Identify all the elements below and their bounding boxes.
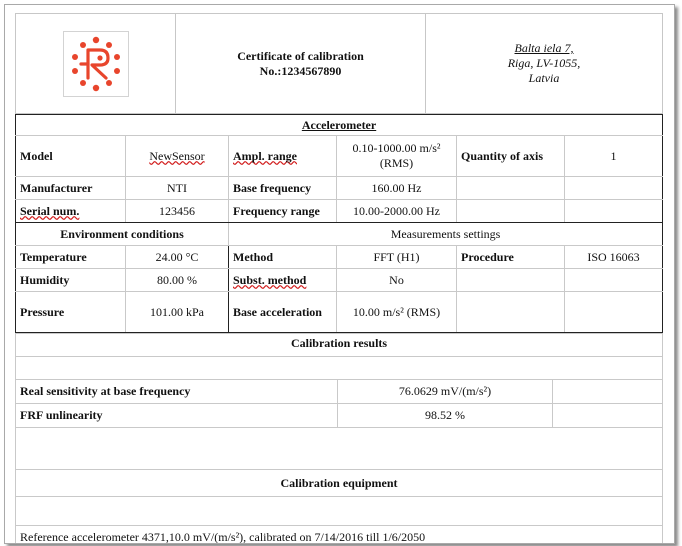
method-value: FFT (H1)	[337, 246, 457, 269]
device-title: Accelerometer	[301, 117, 377, 132]
empty-cell	[553, 404, 663, 428]
environment-title: Environment conditions	[16, 223, 229, 246]
certificate-title: Certificate of calibration	[237, 48, 364, 63]
procedure-label: Procedure	[457, 246, 565, 269]
empty-cell	[565, 200, 663, 223]
empty-cell	[565, 292, 663, 333]
pressure-value	[126, 292, 229, 333]
measurements-title: Measurements settings	[229, 223, 663, 246]
address-line-3: Latvia	[528, 71, 560, 85]
ampl-range-value: 0.10-1000.00 m/s² (RMS)	[337, 136, 457, 177]
procedure-value: ISO 16063	[565, 246, 663, 269]
empty-cell	[553, 380, 663, 404]
certificate-number: No.:1234567890	[259, 63, 342, 78]
subst-method-text: Subst. method	[233, 272, 307, 287]
certificate-document	[15, 13, 662, 543]
equipment-title: Calibration equipment	[16, 470, 663, 497]
empty-cell	[457, 200, 565, 223]
sensitivity-value: 76.0629 mV/(m/s²)	[338, 380, 553, 404]
subst-method-label	[229, 269, 337, 292]
address-cell	[426, 14, 663, 114]
serial-label	[16, 200, 126, 223]
empty-cell	[457, 269, 565, 292]
axis-quantity-value: 1	[565, 136, 663, 177]
results-table	[15, 333, 663, 544]
serial-value: 123456	[126, 200, 229, 223]
document-page	[4, 4, 675, 544]
frequency-range-value: 10.00-2000.00 Hz	[337, 200, 457, 223]
empty-cell	[457, 177, 565, 200]
base-acceleration-value: 10.00 m/s² (RMS)	[337, 292, 457, 333]
manufacturer-value: NTI	[126, 177, 229, 200]
address-line-1: Balta iela 7,	[514, 41, 574, 55]
method-label: Method	[229, 246, 337, 269]
subst-method-value: No	[337, 269, 457, 292]
humidity-label: Humidity	[16, 269, 126, 292]
device-table	[15, 114, 663, 333]
base-acceleration-label: Base acceleration	[229, 292, 337, 333]
blank-row	[16, 357, 663, 380]
model-value	[126, 136, 229, 177]
ampl-range-text: Ampl. range	[233, 148, 297, 163]
pressure-label: Pressure	[16, 292, 126, 333]
base-frequency-value: 160.00 Hz	[337, 177, 457, 200]
logo-cell	[16, 14, 176, 114]
blank-row	[16, 497, 663, 526]
sensitivity-label: Real sensitivity at base frequency	[16, 380, 338, 404]
company-logo-icon	[63, 31, 129, 97]
blank-row	[16, 428, 663, 470]
device-section-title	[16, 115, 663, 136]
temperature-value: 24.00 °C	[126, 246, 229, 269]
serial-text: Serial num.	[20, 203, 80, 218]
frequency-range-label: Frequency range	[229, 200, 337, 223]
results-title: Calibration results	[16, 334, 663, 357]
empty-cell	[565, 177, 663, 200]
model-text: NewSensor	[149, 148, 205, 163]
address-line-2: Riga, LV-1055,	[507, 56, 581, 70]
frf-value: 98.52 %	[338, 404, 553, 428]
humidity-value: 80.00 %	[126, 269, 229, 292]
base-frequency-label: Base frequency	[229, 177, 337, 200]
frf-label: FRF unlinearity	[16, 404, 338, 428]
temperature-label: Temperature	[16, 246, 126, 269]
empty-cell	[457, 292, 565, 333]
reference-accelerometer-text: Reference accelerometer 4371,10.0 mV/(m/s²), calibrated on 7/14/2016 till 1/6/2050	[16, 526, 663, 545]
model-label: Model	[16, 136, 126, 177]
manufacturer-label: Manufacturer	[16, 177, 126, 200]
certificate-title-cell	[176, 14, 426, 114]
axis-quantity-label: Quantity of axis	[457, 136, 565, 177]
certificate-header	[15, 13, 663, 114]
ampl-range-label	[229, 136, 337, 177]
empty-cell	[565, 269, 663, 292]
pressure-text: 101.00 kPa	[150, 304, 204, 319]
